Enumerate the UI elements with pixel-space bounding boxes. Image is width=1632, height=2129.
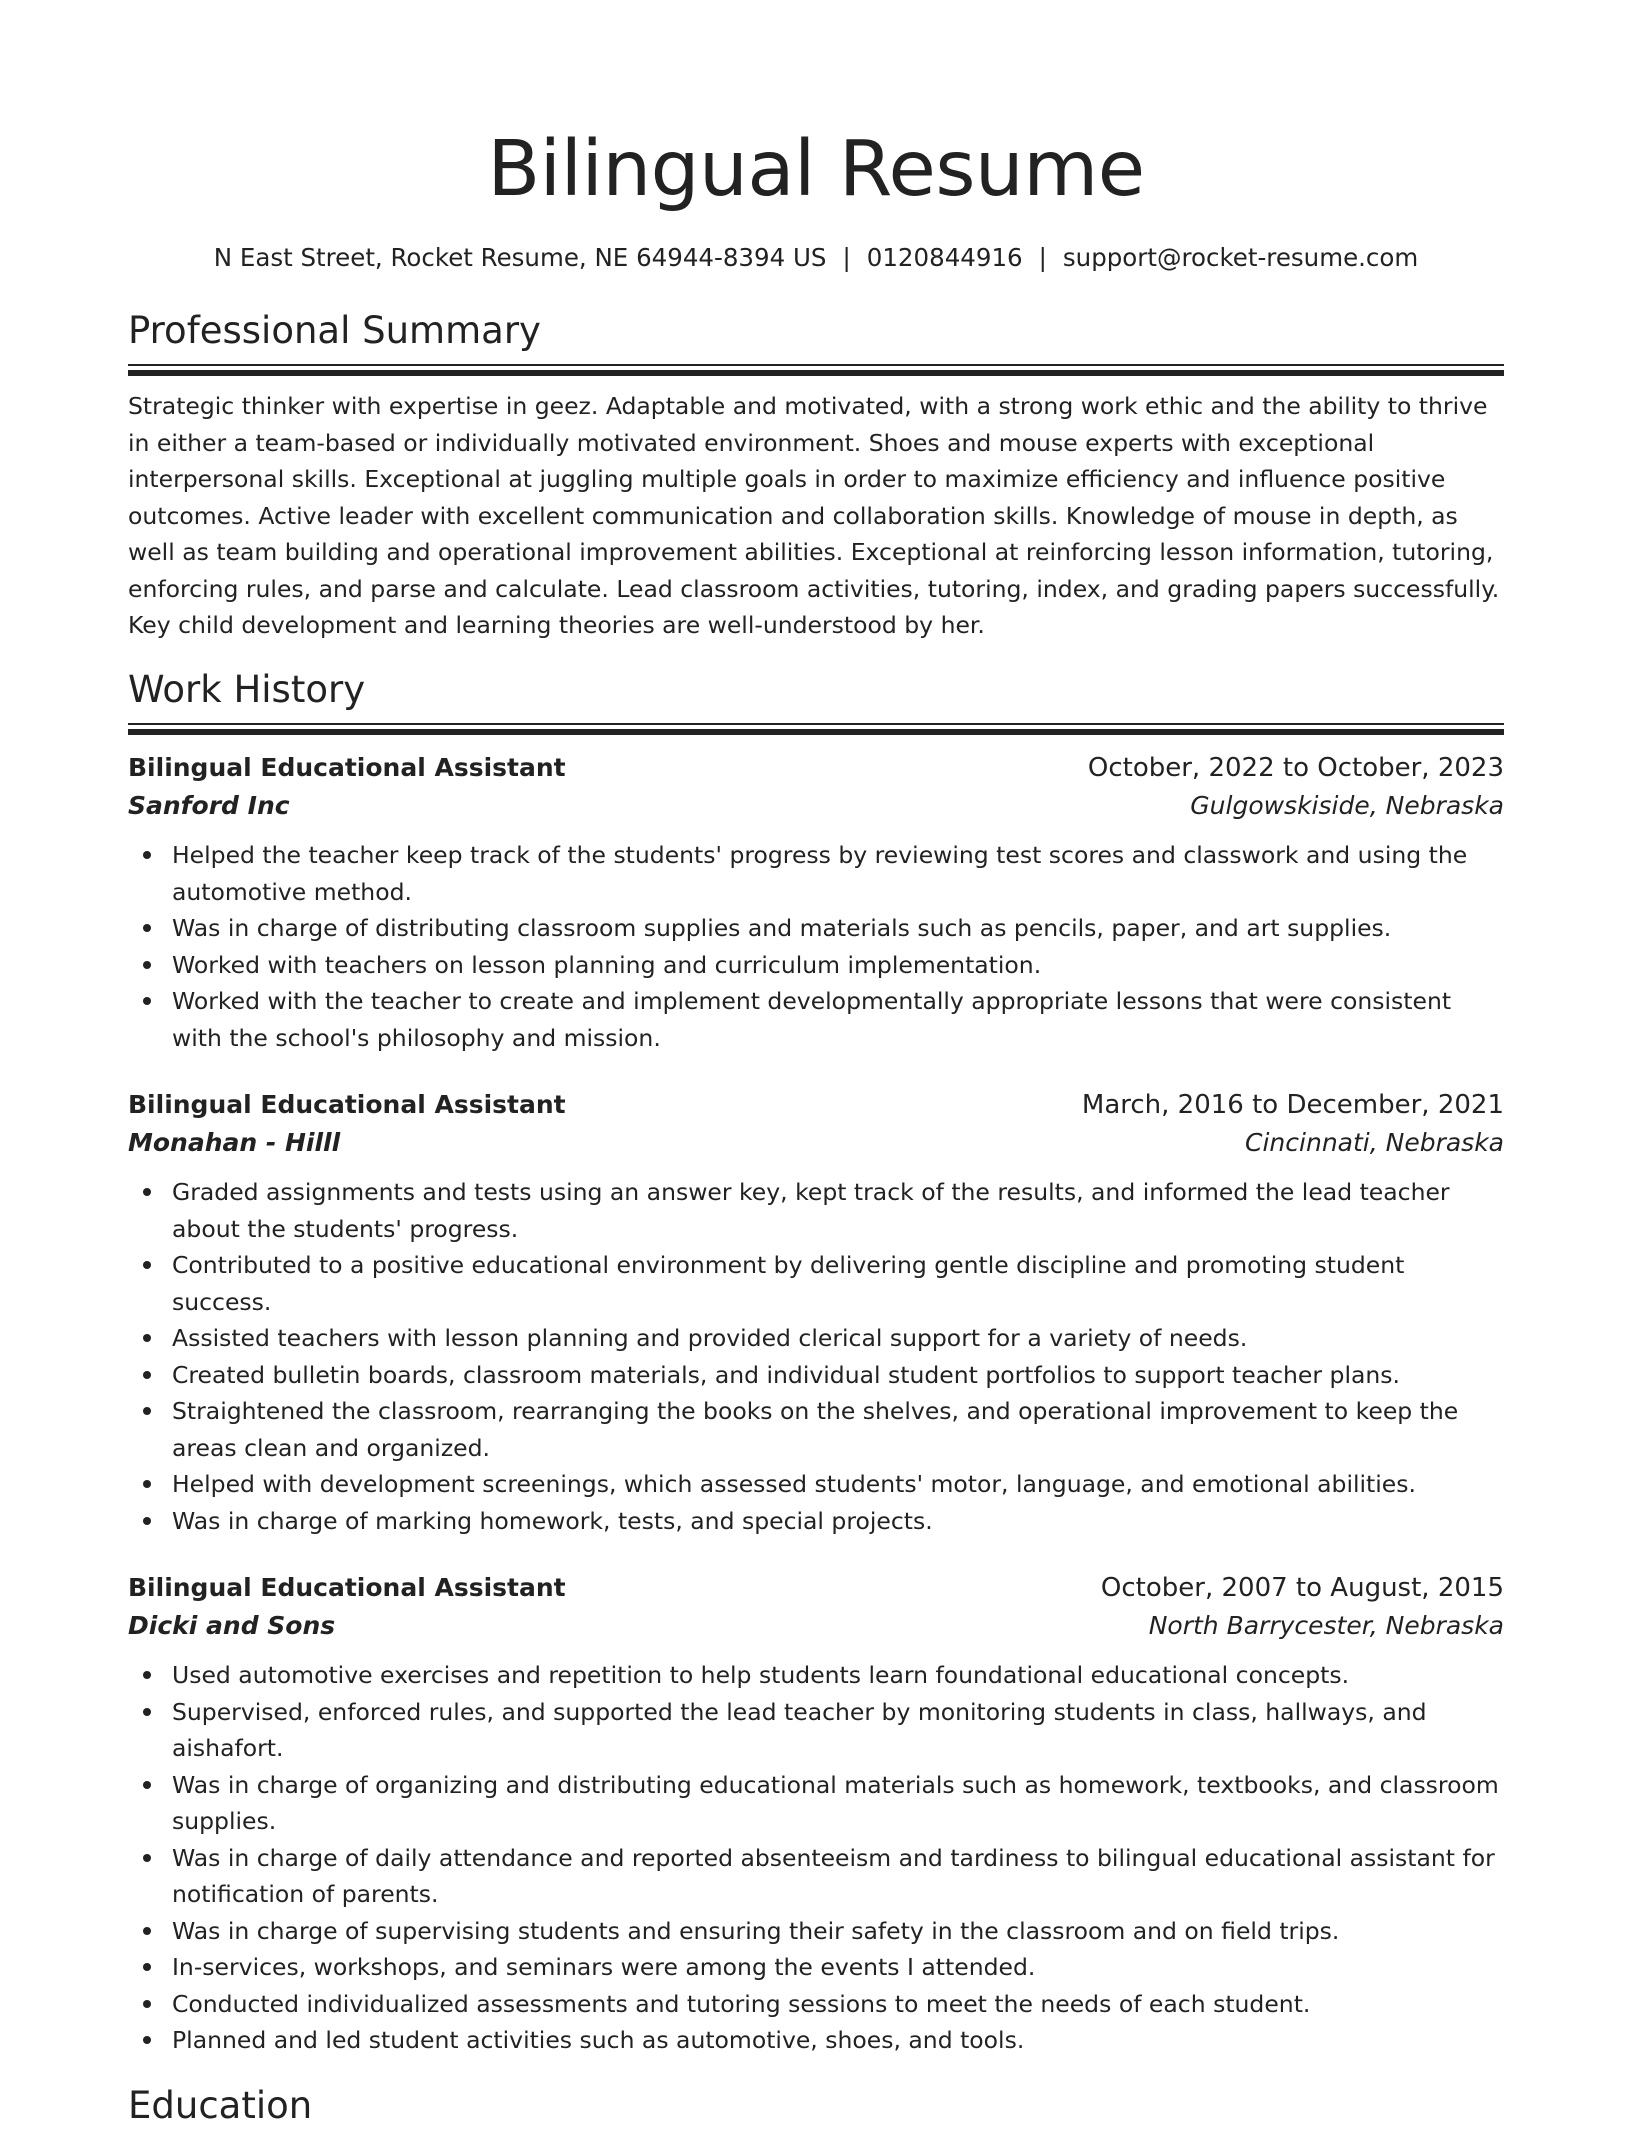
professional-summary-section — [128, 308, 1504, 644]
work-history-section — [128, 667, 1504, 2059]
job-bullet: Created bulletin boards, classroom materials, and individual student portfolios to support teacher plans. — [172, 1357, 1504, 1394]
job-title: Bilingual Educational Assistant — [128, 1090, 566, 1119]
contact-line — [128, 242, 1504, 274]
job-bullet: Planned and led student activities such as automotive, shoes, and tools. — [172, 2022, 1504, 2059]
summary-text: Strategic thinker with expertise in geez. Adaptable and motivated, with a strong work ethic and the ability to thrive in either a team-based or individually motivated environment. Shoes and mouse experts with exceptional interpersonal skills. Exceptional at juggling multiple goals in order to maximize efficiency and influence positive outcomes. Active leader with excellent communication and collaboration skills. Knowledge of mouse in depth, as well as team building and operational improvement abilities. Exceptional at reinforcing lesson information, tutoring, enforcing rules, and parse and calculate. Lead classroom activities, tutoring, index, and grading papers successfully. Key child development and learning theories are well-understood by her. — [128, 392, 1500, 639]
job-location: Gulgowskiside, Nebraska — [1190, 791, 1504, 820]
job-bullet: Worked with teachers on lesson planning and curriculum implementation. — [172, 947, 1504, 984]
job-bullet: Used automotive exercises and repetition to help students learn foundational educational concepts. — [172, 1657, 1504, 1694]
job-bullet-list — [128, 837, 1504, 1056]
job-bullet: Helped with development screenings, which assessed students' motor, language, and emotional abilities. — [172, 1466, 1504, 1503]
section-heading-education: Education — [128, 2083, 313, 2127]
job-location: North Barrycester, Nebraska — [1148, 1611, 1504, 1640]
job-bullet: Helped the teacher keep track of the students' progress by reviewing test scores and classwork and using the automotive method. — [172, 837, 1504, 910]
contact-separator: | — [842, 243, 851, 272]
resume-name: Bilingual Resume — [487, 125, 1145, 214]
job-bullet-list — [128, 1174, 1504, 1539]
job-bullet: Was in charge of marking homework, tests, and special projects. — [172, 1503, 1504, 1540]
job-bullet: Was in charge of supervising students and ensuring their safety in the classroom and on field trips. — [172, 1913, 1504, 1950]
contact-email: support@rocket-resume.com — [1062, 243, 1419, 272]
section-divider — [128, 723, 1504, 735]
job-company: Monahan - Hilll — [128, 1128, 341, 1157]
education-section — [128, 2083, 1504, 2129]
job-bullet-list — [128, 1657, 1504, 2059]
job-bullet: Graded assignments and tests using an answer key, kept track of the results, and informed the lead teacher about the students' progress. — [172, 1174, 1504, 1247]
job-bullet: In-services, workshops, and seminars were among the events I attended. — [172, 1949, 1504, 1986]
job-company-row — [128, 787, 1504, 825]
job-bullet: Assisted teachers with lesson planning and provided clerical support for a variety of needs. — [172, 1320, 1504, 1357]
section-divider — [128, 364, 1504, 376]
job-location: Cincinnati, Nebraska — [1245, 1128, 1504, 1157]
job-dates: October, 2022 to October, 2023 — [1087, 753, 1504, 783]
job-bullet: Worked with the teacher to create and implement developmentally appropriate lessons that were consistent with the school's philosophy and mission. — [172, 983, 1504, 1056]
job-bullet: Supervised, enforced rules, and supported the lead teacher by monitoring students in class, hallways, and aishafort. — [172, 1694, 1504, 1767]
job-company: Dicki and Sons — [128, 1611, 336, 1640]
job-title: Bilingual Educational Assistant — [128, 753, 566, 782]
contact-phone: 0120844916 — [866, 243, 1023, 272]
contact-separator: | — [1038, 243, 1047, 272]
job-header-row — [128, 1086, 1504, 1124]
job-company-row — [128, 1607, 1504, 1645]
job-entry — [128, 1569, 1504, 2059]
job-bullet: Conducted individualized assessments and tutoring sessions to meet the needs of each student. — [172, 1986, 1504, 2023]
job-header-row — [128, 749, 1504, 787]
job-company: Sanford Inc — [128, 791, 290, 820]
job-company-row — [128, 1124, 1504, 1162]
section-heading-work: Work History — [128, 668, 366, 711]
resume-page — [128, 0, 1504, 2129]
job-bullet: Straightened the classroom, rearranging the books on the shelves, and operational improvement to keep the areas clean and organized. — [172, 1393, 1504, 1466]
job-bullet: Contributed to a positive educational environment by delivering gentle discipline and promoting student success. — [172, 1247, 1504, 1320]
job-dates: October, 2007 to August, 2015 — [1100, 1573, 1504, 1603]
job-title: Bilingual Educational Assistant — [128, 1573, 566, 1602]
contact-address: N East Street, Rocket Resume, NE 64944-8394 US — [213, 243, 827, 272]
job-bullet: Was in charge of organizing and distributing educational materials such as homework, textbooks, and classroom supplies. — [172, 1767, 1504, 1840]
job-dates: March, 2016 to December, 2021 — [1081, 1090, 1504, 1120]
section-heading-summary: Professional Summary — [128, 309, 541, 352]
job-bullet: Was in charge of daily attendance and reported absenteeism and tardiness to bilingual educational assistant for notification of parents. — [172, 1840, 1504, 1913]
job-bullet: Was in charge of distributing classroom supplies and materials such as pencils, paper, and art supplies. — [172, 910, 1504, 947]
job-entry — [128, 1086, 1504, 1539]
job-entry — [128, 749, 1504, 1056]
job-header-row — [128, 1569, 1504, 1607]
